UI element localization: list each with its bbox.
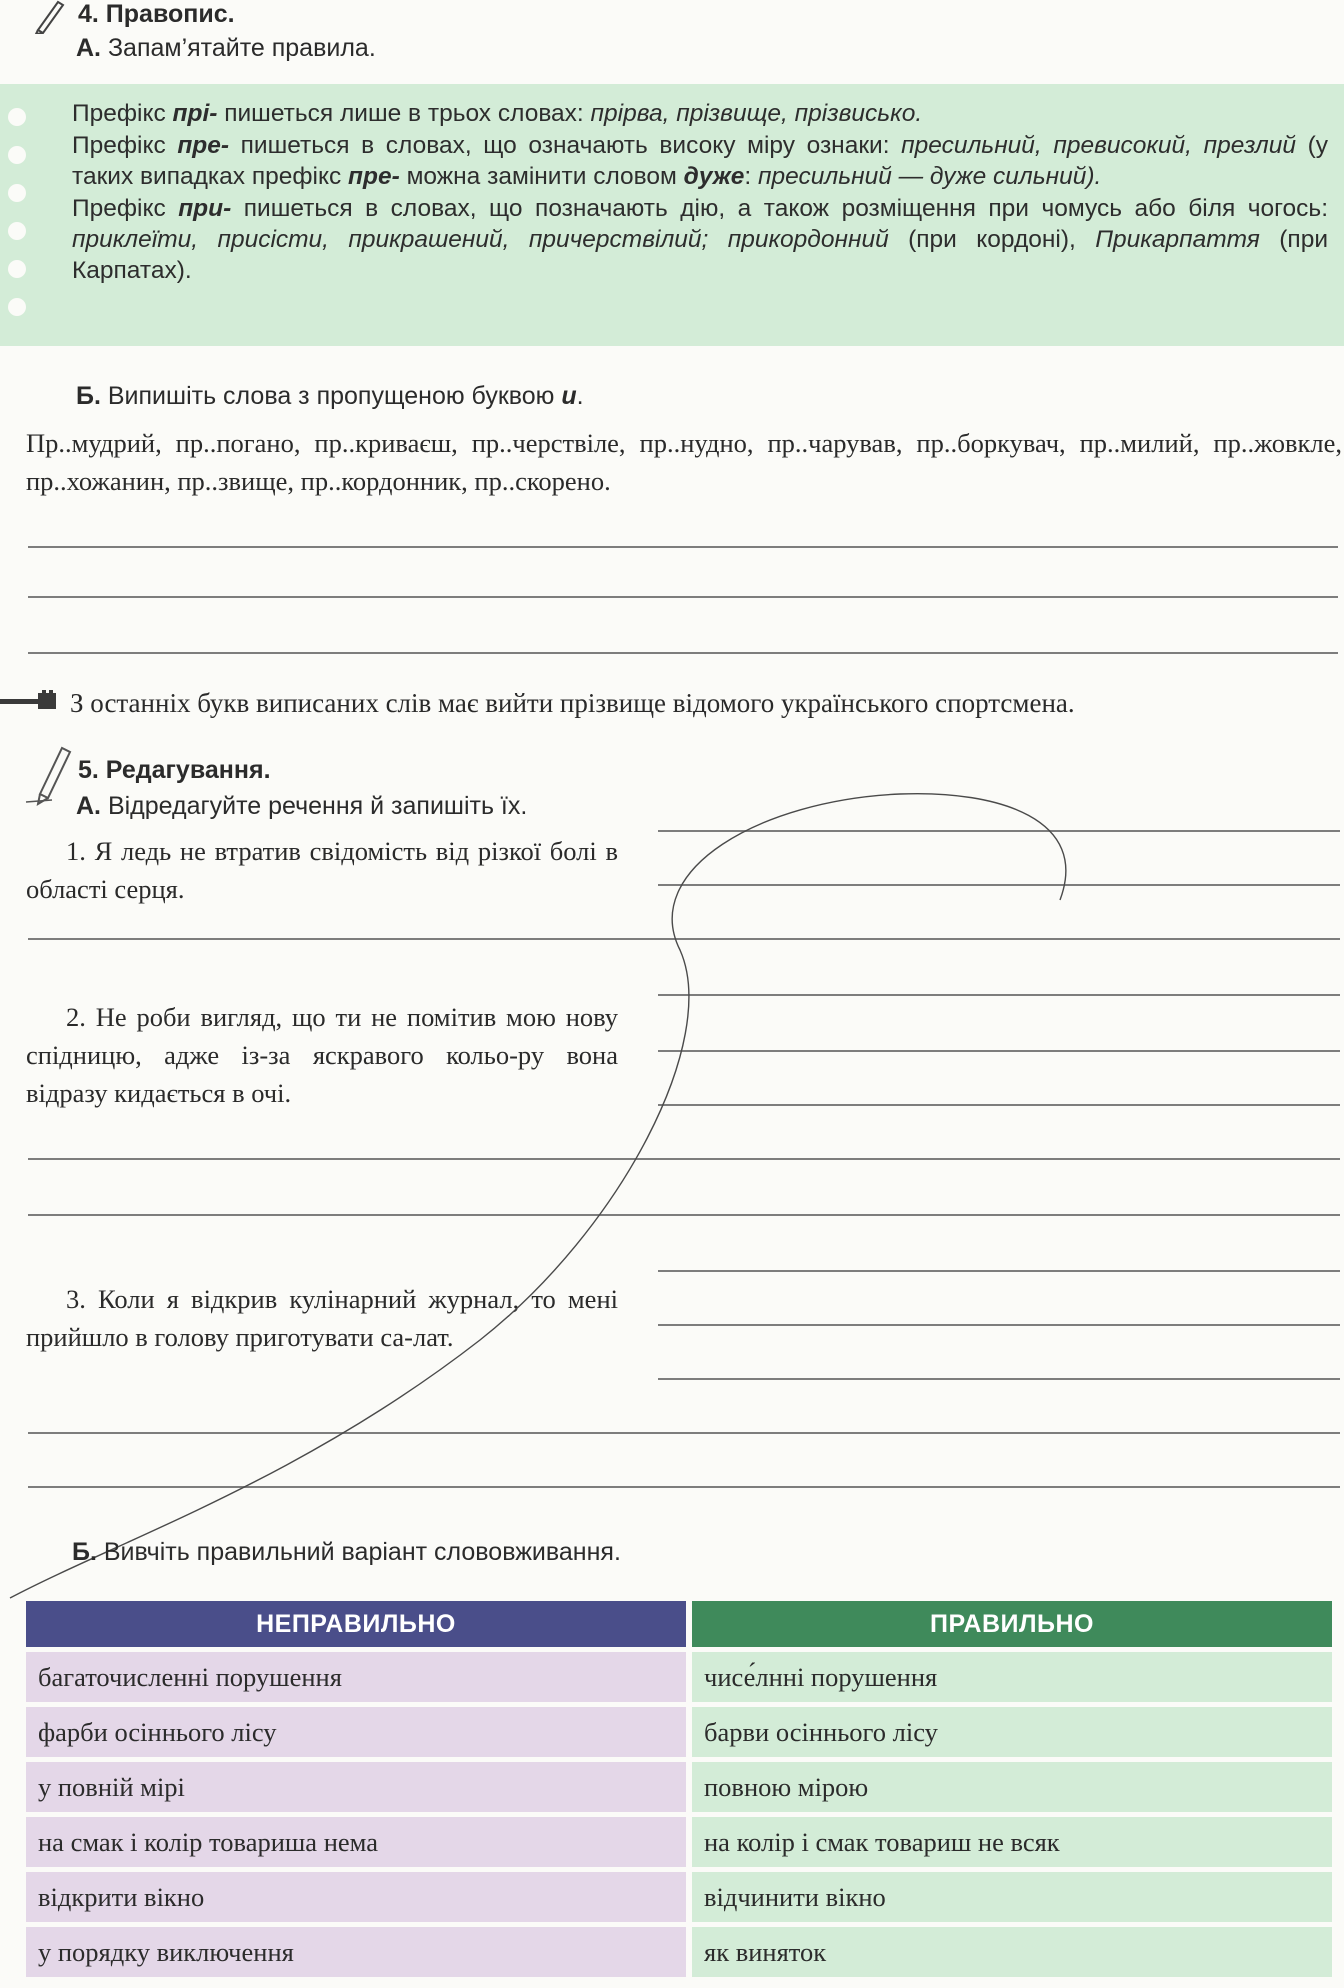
exercise-5-title: 5. Редагування. (78, 756, 271, 784)
rule-pri: Префікс прі- пишеться лише в трьох словах: прірва, прізвище, прізвисько. (72, 100, 923, 127)
exercise-4-part-a (76, 34, 376, 63)
word-list: Пр..мудрий, пр..погано, пр..криваєш, пр..черствіле, пр..нудно, пр..чарував, пр..боркувач, пр..милий, пр..жовкле, пр..хожанин, пр..звище, пр..кордонник, пр..скорено. (26, 428, 1342, 496)
cell-right: відчинити вікно (692, 1872, 1332, 1922)
table-row (26, 1872, 1332, 1922)
answer-line (28, 652, 1338, 654)
rules-box (0, 84, 1344, 346)
answer-line (28, 546, 1338, 548)
header-wrong: НЕПРАВИЛЬНО (26, 1601, 686, 1647)
hint-note: З останніх букв виписаних слів має вийти прізвище відомого українського спортсмена. (70, 688, 1075, 718)
binder-holes (8, 84, 28, 346)
table-row (26, 1652, 1332, 1702)
exercise-4-title: 4. Правопис. (78, 0, 235, 28)
table-row (26, 1762, 1332, 1812)
table-row (26, 1927, 1332, 1977)
sentence-1: 1. Я ледь не втратив свідомість від різкої болі в області серця. (26, 836, 618, 904)
cell-wrong: у порядку виключення (26, 1927, 686, 1977)
exercise-4-part-b: Б. Випишіть слова з пропущеною буквою и. (76, 382, 584, 410)
header-right: ПРАВИЛЬНО (692, 1601, 1332, 1647)
rule-pry: Префікс при- пишеться в словах, що позначають дію, а також розміщення при чомусь або біля чогось: приклеїти, присісти, прикрашений, причерствілий; прикордонний (при кордоні), Прикарпаття (при Карпатах). (72, 195, 1329, 284)
cell-wrong: у повній мірі (26, 1762, 686, 1812)
sentence-3: 3. Коли я відкрив кулінарний журнал, то мені прийшло в голову приготувати са-лат. (26, 1284, 618, 1352)
answer-line (28, 596, 1338, 598)
table-row (26, 1817, 1332, 1867)
pencil-icon (30, 0, 66, 34)
part-letter: А. (76, 34, 101, 62)
cell-wrong: відкрити вікно (26, 1872, 686, 1922)
rule-pre: Префікс пре- пишеться в словах, що означають високу міру ознаки: пресильний, превисокий, презлий (у таких випадках префікс пре- можна замінити словом дуже: пресильний — дуже сильний). (72, 132, 1328, 190)
cell-right: на колір і смак товариш не всяк (692, 1817, 1332, 1867)
cell-wrong: фарби осіннього лісу (26, 1707, 686, 1757)
usage-table (20, 1596, 1338, 1982)
cell-right: повною мірою (692, 1762, 1332, 1812)
sentence-2: 2. Не роби вигляд, що ти не помітив мою нову спідницю, адже із-за яскравого кольо-ру вона відразу кидається в очі. (26, 1002, 618, 1108)
table-row (26, 1707, 1332, 1757)
cell-right: чисе́лнні порушення (692, 1652, 1332, 1702)
cell-wrong: багаточисленні порушення (26, 1652, 686, 1702)
cell-right: барви осіннього лісу (692, 1707, 1332, 1757)
part-text: Запам’ятайте правила. (107, 34, 376, 62)
exercise-5-part-b: Б. Вивчіть правильний варіант слововживання. (72, 1538, 621, 1566)
cell-right: як виняток (692, 1927, 1332, 1977)
pen-scribble (0, 780, 1100, 1640)
cell-wrong: на смак і колір товариша нема (26, 1817, 686, 1867)
key-icon (0, 690, 60, 712)
exercise-5-part-a: А. Відредагуйте речення й запишіть їх. (76, 792, 528, 820)
